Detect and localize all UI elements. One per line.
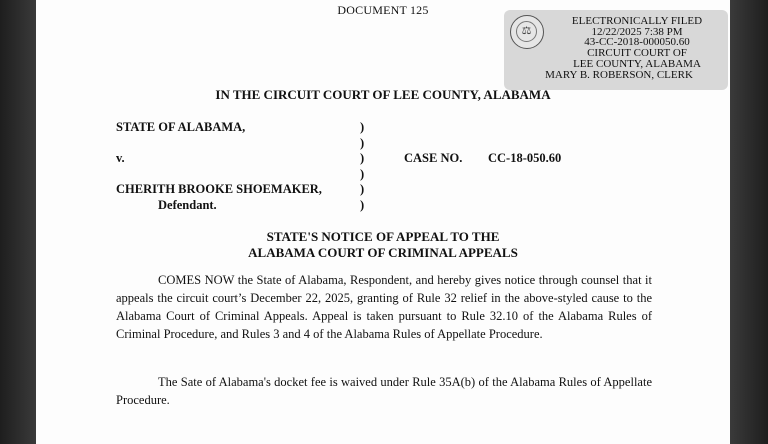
stamp-line: CIRCUIT COURT OF — [587, 47, 687, 60]
defendant-role: Defendant. — [158, 198, 217, 212]
court-seal-icon: ⚖ — [510, 15, 544, 49]
stamp-text — [512, 16, 726, 80]
caption-paren: ) — [360, 136, 365, 150]
plaintiff-name: STATE OF ALABAMA, — [116, 120, 246, 134]
caption-paren: ) — [360, 120, 365, 134]
stamp-line: 12/22/2025 7:38 PM — [591, 25, 683, 38]
stamp-line: LEE COUNTY, ALABAMA — [573, 57, 701, 70]
stamp-line: MARY B. ROBERSON, CLERK — [545, 68, 693, 81]
caption-paren: ) — [360, 198, 365, 212]
document-number: DOCUMENT 125 — [337, 3, 429, 17]
body-paragraph: The Sate of Alabama's docket fee is waived under Rule 35A(b) of the Alabama Rules of Appellate Procedure. — [116, 375, 652, 407]
caption-paren: ) — [360, 167, 365, 181]
viewer-background-left — [0, 0, 36, 444]
caption-paren: ) — [360, 182, 365, 196]
electronic-filing-stamp — [504, 10, 728, 90]
stamp-line: ELECTRONICALLY FILED — [571, 15, 703, 27]
body-paragraph: COMES NOW the State of Alabama, Respondent, and hereby gives notice through counsel that it appeals the circuit court’s December 22, 2025, granting of Rule 32 relief in the above-styled cause to the Alabama Court of Criminal Appeals. Appeal is taken pursuant to Rule 32.10 of the Alabama Rules of Criminal Procedure, and Rules 3 and 4 of the Alabama Rules of Appellate Procedure. — [116, 273, 652, 341]
case-number-label: CASE NO. — [404, 151, 463, 165]
case-number-value: CC-18-050.60 — [488, 151, 562, 165]
stamp-line: 43-CC-2018-000050.60 — [584, 36, 690, 49]
caption-paren: ) — [360, 151, 365, 165]
document-title-line-1: STATE'S NOTICE OF APPEAL TO THE — [266, 229, 500, 244]
document-title-line-2: ALABAMA COURT OF CRIMINAL APPEALS — [248, 245, 518, 260]
versus-label: v. — [116, 151, 125, 165]
defendant-name: CHERITH BROOKE SHOEMAKER, — [116, 182, 322, 196]
viewer-background-right — [730, 0, 768, 444]
document-page — [36, 0, 730, 444]
court-heading: IN THE CIRCUIT COURT OF LEE COUNTY, ALABAMA — [215, 87, 551, 102]
